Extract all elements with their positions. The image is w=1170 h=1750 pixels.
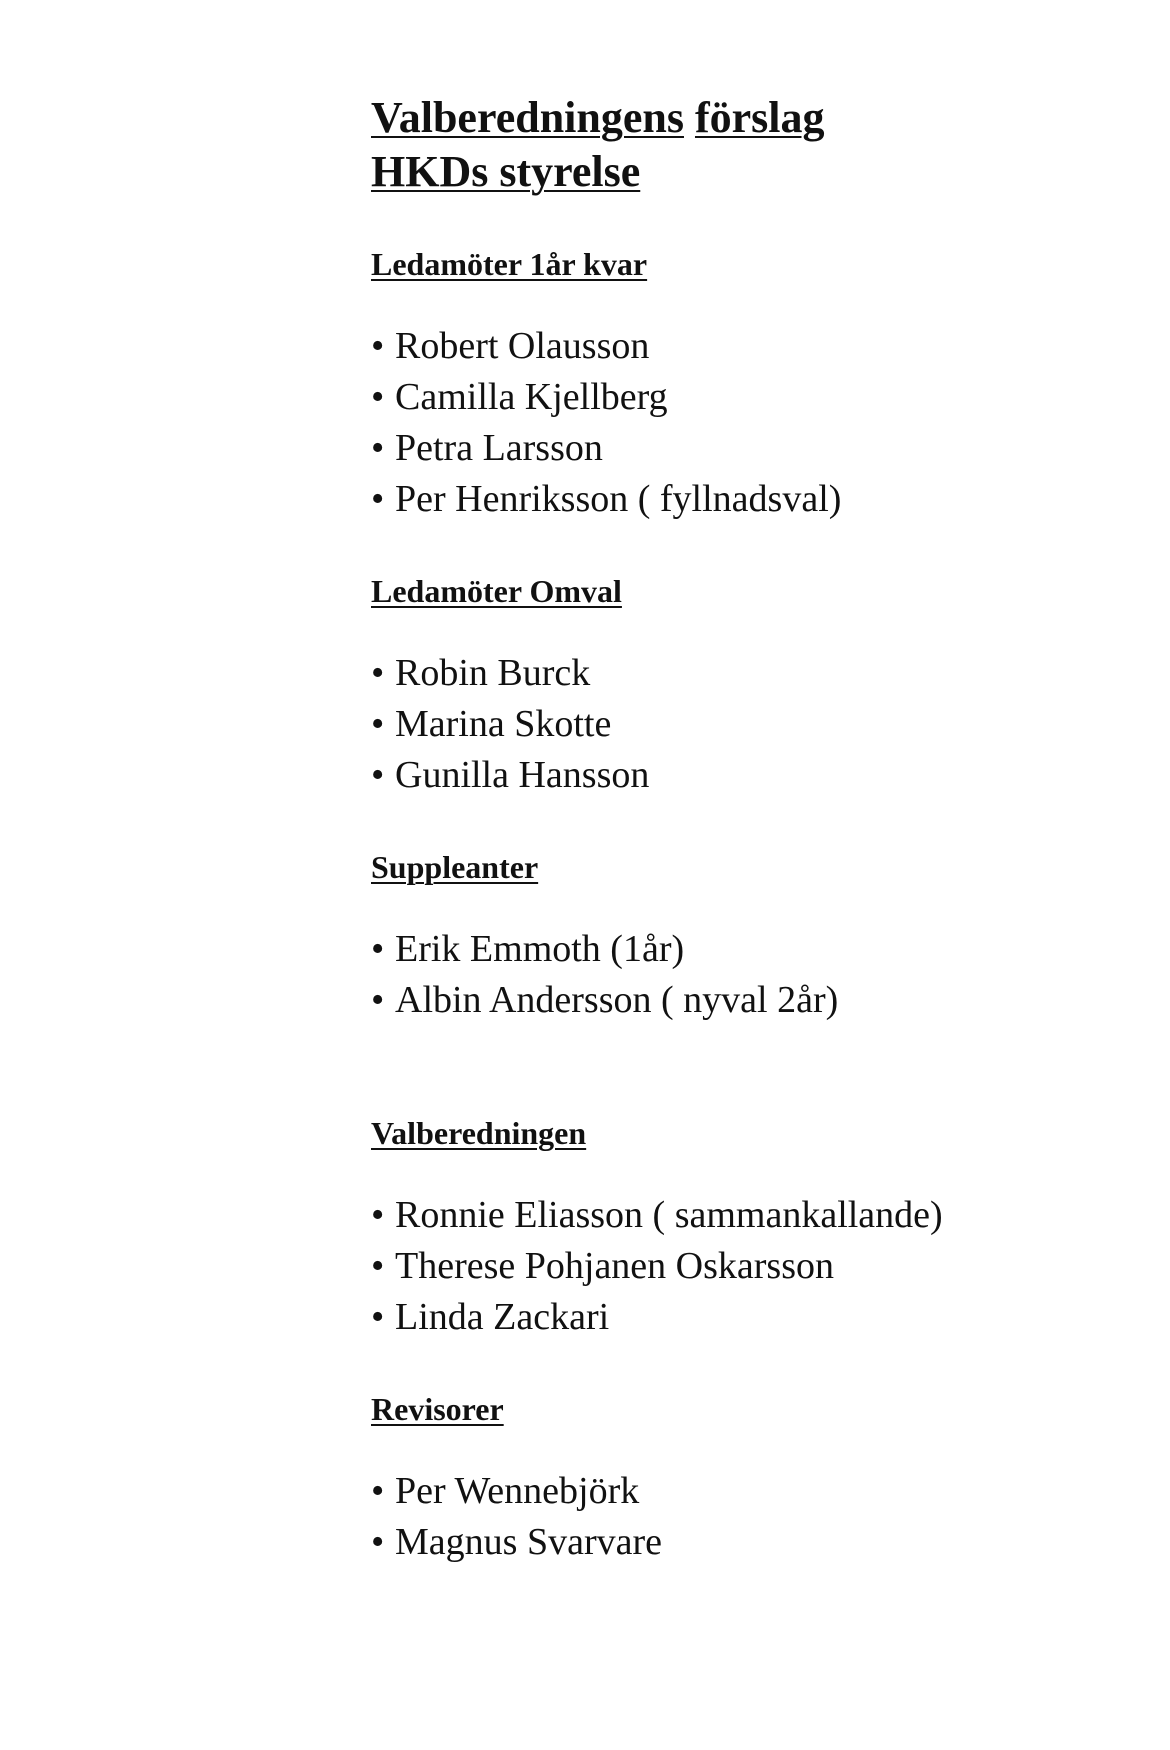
member-name: Robert Olausson: [395, 325, 650, 367]
section-heading-suppleanter: Suppleanter: [371, 849, 539, 885]
member-name: Petra Larsson: [395, 427, 603, 469]
list-item: [371, 372, 841, 423]
page-title-line-2: [371, 146, 640, 198]
bullet-icon: •: [371, 1194, 385, 1236]
list-item: [371, 1241, 943, 1292]
member-name: Therese Pohjanen Oskarsson: [395, 1245, 835, 1287]
section-heading-ledamoter-omval: Ledamöter Omval: [371, 573, 622, 609]
bullet-icon: •: [371, 1245, 385, 1287]
list-item: [371, 975, 838, 1026]
bullet-icon: •: [371, 427, 385, 469]
list-item: [371, 648, 649, 699]
member-name: Magnus Svarvare: [395, 1521, 662, 1563]
title-hkds-styrelse: HKDs styrelse: [371, 147, 641, 196]
list-item: [371, 474, 841, 525]
bullet-icon: •: [371, 928, 385, 970]
list-item: [371, 924, 838, 975]
list-item: [371, 1466, 662, 1517]
title-word-valberedningens: Valberedningens: [371, 93, 684, 142]
list-suppleanter: [371, 924, 838, 1026]
bullet-icon: •: [371, 1470, 385, 1512]
bullet-icon: •: [371, 325, 385, 367]
list-item: [371, 423, 841, 474]
member-name: Per Wennebjörk: [395, 1470, 640, 1512]
list-revisorer: [371, 1466, 662, 1568]
member-name: Albin Andersson ( nyval 2år): [395, 979, 839, 1021]
list-item: [371, 1190, 943, 1241]
member-name: Gunilla Hansson: [395, 754, 650, 796]
list-item: [371, 1292, 943, 1343]
title-word-forslag: förslag: [694, 93, 825, 142]
member-name: Per Henriksson ( fyllnadsval): [395, 478, 842, 520]
bullet-icon: •: [371, 1296, 385, 1338]
list-item: [371, 321, 841, 372]
bullet-icon: •: [371, 979, 385, 1021]
section-heading-ledamoter-1ar-kvar: Ledamöter 1år kvar: [371, 246, 648, 282]
bullet-icon: •: [371, 754, 385, 796]
page-title-line-1: [371, 92, 825, 144]
list-item: [371, 699, 649, 750]
bullet-icon: •: [371, 703, 385, 745]
member-name: Erik Emmoth (1år): [395, 928, 685, 970]
list-ledamoter-1ar-kvar: [371, 321, 841, 525]
member-name: Marina Skotte: [395, 703, 612, 745]
bullet-icon: •: [371, 376, 385, 418]
member-name: Robin Burck: [395, 652, 591, 694]
list-valberedningen: [371, 1190, 943, 1343]
section-heading-valberedningen: Valberedningen: [371, 1115, 587, 1151]
section-heading-revisorer: Revisorer: [371, 1391, 504, 1427]
member-name: Ronnie Eliasson ( sammankallande): [395, 1194, 943, 1236]
bullet-icon: •: [371, 1521, 385, 1563]
member-name: Linda Zackari: [395, 1296, 610, 1338]
member-name: Camilla Kjellberg: [395, 376, 668, 418]
list-item: [371, 750, 649, 801]
bullet-icon: •: [371, 478, 385, 520]
bullet-icon: •: [371, 652, 385, 694]
list-ledamoter-omval: [371, 648, 649, 801]
list-item: [371, 1517, 662, 1568]
